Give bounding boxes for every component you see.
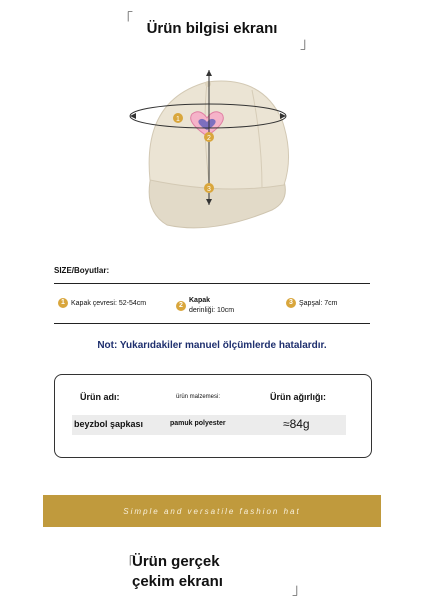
value-weight: ≈84g <box>283 417 310 431</box>
spec-2-label: Kapak <box>189 297 211 304</box>
spec-number-1: 1 <box>58 298 68 308</box>
spec-3 <box>286 298 338 308</box>
spec-number-2: 2 <box>176 301 186 311</box>
spec-1 <box>58 298 146 308</box>
measurement-note: Not: Yukarıdakiler manuel ölçümlerde hatalardır. <box>97 340 327 351</box>
banner-text: Simple and versatile fashion hat <box>123 507 301 516</box>
value-material: pamuk polyester <box>170 420 226 427</box>
hat-image <box>112 60 312 250</box>
footer-title <box>132 552 223 592</box>
bracket-open: 「 <box>118 11 134 28</box>
bracket-close: 」 <box>300 35 316 52</box>
header-weight: Ürün ağırlığı: <box>270 392 326 402</box>
footer-title-line1: Ürün gerçek <box>132 553 220 570</box>
value-name: beyzbol şapkası <box>74 419 144 429</box>
marker-1: 1 <box>176 116 180 123</box>
spec-number-3: 3 <box>286 298 296 308</box>
footer-bracket-close: 」 <box>292 581 308 598</box>
spec-2 <box>176 296 234 316</box>
page-title: Ürün bilgisi ekranı <box>146 20 278 37</box>
size-label: SIZE/Boyutlar: <box>54 266 110 275</box>
header-name: Ürün adı: <box>80 392 120 402</box>
marker-2: 2 <box>207 135 211 142</box>
footer-bracket-open: 「 <box>120 555 136 572</box>
footer-title-line2: çekim ekranı <box>132 573 223 590</box>
spec-3-label: Şapşal: 7cm <box>299 299 338 307</box>
spec-1-label: Kapak çevresi: 52-54cm <box>71 299 147 307</box>
marker-3: 3 <box>207 186 211 193</box>
header-material: ürün malzemesi: <box>176 394 221 400</box>
divider-top <box>54 283 370 284</box>
divider-bottom <box>54 323 370 324</box>
spec-2-label-2: derinliği: 10cm <box>189 307 235 314</box>
